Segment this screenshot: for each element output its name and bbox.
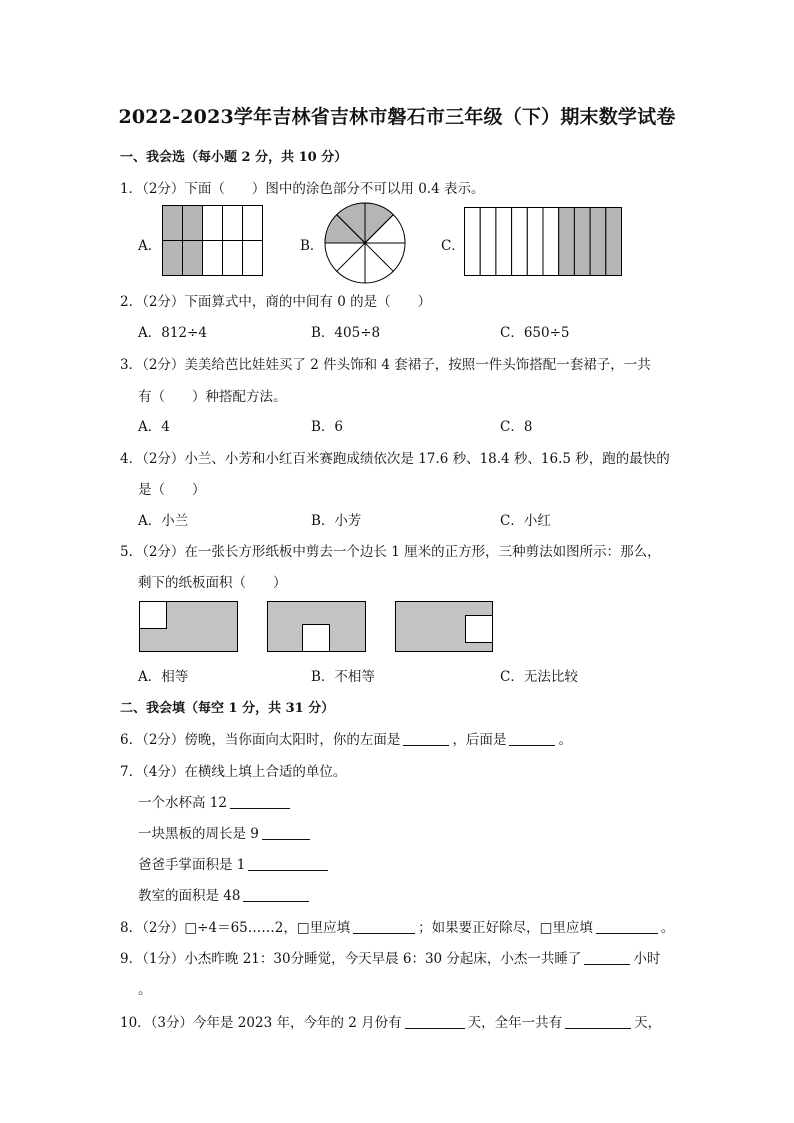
q10-blank-2[interactable] [565,1014,631,1029]
q9-text-3: 。 [138,982,152,998]
q8-text-1: 8．（2分）□÷4＝65……2，□里应填 [120,920,351,936]
q4-stem-line2: 是（ ） [138,482,206,498]
q2-option-a: A．812÷4 [138,325,207,341]
section-1-heading: 一、我会选（每小题 2 分，共 10 分） [120,150,348,165]
q1-figure-b [324,202,406,284]
q10-blank-1[interactable] [405,1014,465,1029]
q6-blank-left[interactable] [403,731,449,746]
q3-option-c: C．8 [500,419,533,435]
q7-item-2-text: 一块黑板的周长是 9 [138,826,259,842]
q5-option-a: A．相等 [138,669,189,685]
q1-figure-a [162,205,263,276]
q1-stem: 1．（2分）下面（ ）图中的涂色部分不可以用 0.4 表示。 [120,181,485,197]
q7-item-3-text: 爸爸手掌面积是 1 [138,857,246,873]
q8-line [120,916,674,936]
q3-option-b: B．6 [311,419,344,435]
q5-figure-b [267,601,366,652]
q8-text-2: ；如果要正好除尽，□里应填 [418,920,593,936]
q8-blank-2[interactable] [596,919,658,934]
q4-option-b: B．小芳 [311,513,362,529]
q3-stem-line1: 3．（2分）美美给芭比娃娃买了 2 件头饰和 4 套裙子，按照一件头饰搭配一套裙子，一共 [120,357,651,373]
q1-label-a: A． [138,238,162,254]
q7-item-1 [138,791,293,811]
q4-option-c: C．小红 [500,513,551,529]
q6-text-2: ，后面是 [452,732,507,748]
q2-option-b: B．405÷8 [311,325,381,341]
q4-option-a: A．小兰 [138,513,189,529]
q6-text-3: 。 [558,732,572,748]
q9-line [120,947,660,967]
q5-stem-line2: 剩下的纸板面积（ ） [138,575,287,591]
q9-blank[interactable] [584,950,630,965]
page-title: 2022-2023学年吉林省吉林市磐石市三年级（下）期末数学试卷 [118,106,676,128]
q5-option-c: C．无法比较 [500,669,578,685]
q5-figure-c [395,601,493,652]
q10-text-1: 10．（3分）今年是 2023 年，今年的 2 月份有 [120,1015,402,1031]
q7-item-2 [138,822,313,842]
section-2-heading: 二、我会填（每空 1 分，共 31 分） [120,701,335,716]
q6-line [120,728,572,748]
q8-text-3: 。 [660,920,675,936]
q3-option-a: A．4 [138,419,170,435]
q7-item-4 [138,884,312,904]
q7-blank-3[interactable] [248,856,328,871]
q7-blank-2[interactable] [262,825,310,840]
q7-stem: 7．（4分）在横线上填上合适的单位。 [120,764,347,780]
q7-item-4-text: 教室的面积是 48 [138,888,241,904]
q10-line [120,1011,661,1031]
q7-blank-4[interactable] [243,887,309,902]
q4-stem-line1: 4．（2分）小兰、小芳和小红百米赛跑成绩依次是 17.6 秒、18.4 秒、16.5 秒，跑的最快的 [120,451,670,467]
q6-text-1: 6．（2分）傍晚，当你面向太阳时，你的左面是 [120,732,401,748]
q2-option-c: C．650÷5 [500,325,570,341]
q10-text-2: 天，全年一共有 [467,1015,563,1031]
q1-figure-c [464,207,622,276]
q3-stem-line2: 有（ ）种搭配方法。 [138,389,287,405]
q2-stem: 2．（2分）下面算式中，商的中间有 0 的是（ ） [120,294,432,310]
q9-text-1: 9．（1分）小杰昨晚 21：30分睡觉，今天早晨 6：30 分起床，小杰一共睡了 [120,951,582,967]
q5-stem-line1: 5．（2分）在一张长方形纸板中剪去一个边长 1 厘米的正方形，三种剪法如图所示：那么， [120,544,661,560]
q7-item-1-text: 一个水杯高 12 [138,795,227,811]
q7-item-3 [138,853,331,873]
q6-blank-behind[interactable] [509,731,555,746]
q7-blank-1[interactable] [230,794,290,809]
q5-option-b: B．不相等 [311,669,375,685]
q1-label-c: C． [441,238,465,254]
q9-text-2: 小时 [633,951,661,967]
q10-text-3: 天， [634,1015,662,1031]
q8-blank-1[interactable] [353,919,415,934]
q1-label-b: B． [300,238,324,254]
q5-figure-a [139,601,238,652]
